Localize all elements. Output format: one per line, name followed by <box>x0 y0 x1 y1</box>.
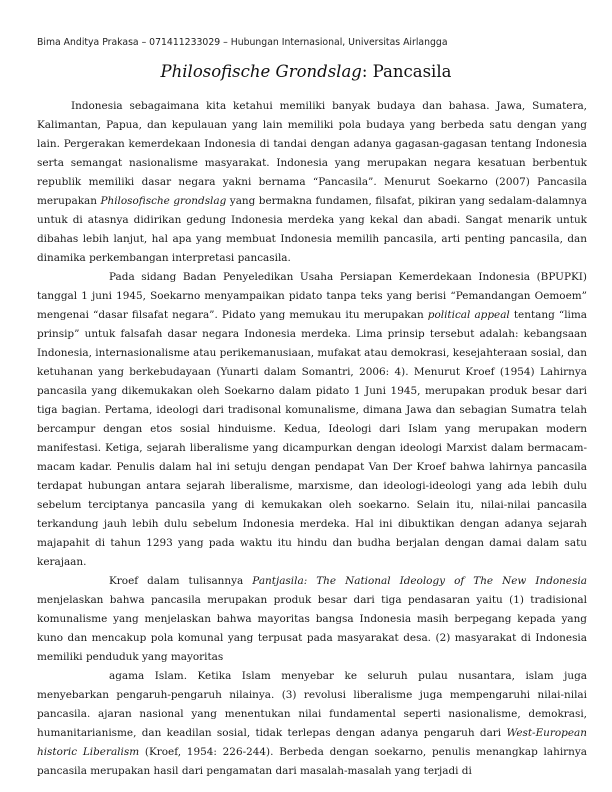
document-title <box>0 62 612 81</box>
italic-term: Philosofische grondslag <box>100 195 227 207</box>
paragraph-text: menjelaskan bahwa pancasila merupakan produk besar dari tiga pendasaran yaitu (1) tradisional komunalisme yang menjelaskan bahwa mayoritas bangsa Indonesia masih berpegang kepada yang kuno dan mencakup pola komunal yang terpusat pada masyarakat desa. (2) masyarakat di Indonesia memiliki penduduk yang mayoritas <box>37 594 587 663</box>
paragraph-text: tentang “lima prinsip” untuk falsafah dasar negara Indonesia merdeka. Lima prinsip tersebut adalah: kebangsaan Indonesia, internasionalisme atau perikemanusiaan, mufakat atau demokrasi, kesejahteraan sosial, dan ketuhanan yang berkebudayaan (Yunarti dalam Somantri, 2006: 4). Menurut Kroef (1954) Lahirnya pancasila yang dikemukakan oleh Soekarno dalam pidato 1 Juni 1945, merupakan produk besar dari tiga bagian. Pertama, ideologi dari tradisonal komunalisme, dimana Jawa dan sebagian Sumatra telah bercampur dengan etos sosial hinduisme. Kedua, Ideologi dari Islam yang merupakan modern manifestasi. Ketiga, sejarah liberalisme yang dicampurkan dengan ideologi Marxist dalam bermacam-macam kadar. Penulis dalam hal ini setuju dengan pendapat Van Der Kroef bahwa lahirnya pancasila terdapat hubungan antara sejarah liberalisme, marxisme, dan ideologi-ideologi yang ada lebih dulu sebelum terciptanya pancasila yang di kemukakan oleh soekarno. Selain itu, nilai-nilai pancasila terkandung jauh lebih dulu sebelum Indonesia merdeka. Hal ini dibuktikan dengan adanya sejarah majapahit di tahun 1293 yang pada waktu itu hindu dan budha berjalan dengan damai dalam satu kerajaan. <box>37 309 587 568</box>
paragraph-bpupki <box>37 268 587 572</box>
paragraph-text: Pada sidang Badan Penyeledikan Usaha Persiapan Kemerdekaan Indonesia (BPUPKI) tanggal 1 juni 1945, Soekarno menyampaikan pidato tanpa teks yang berisi “Pemandangan Oemoem” mengenai “dasar filsafat negara”. Pidato yang memukau itu merupakan <box>37 271 587 321</box>
paragraph-intro <box>37 97 587 268</box>
title-italic: Philosofische Grondslag <box>160 62 362 81</box>
italic-term: political appeal <box>427 309 510 321</box>
paragraph-text: (Kroef, 1954: 226-244). Berbeda dengan soekarno, penulis menangkap lahirnya pancasila merupakan hasil dari pengamatan dari masalah-masalah yang terjadi di <box>37 746 587 777</box>
italic-title: Pantjasila: The National Ideology of The New Indonesia <box>252 575 588 587</box>
document-body <box>37 97 587 781</box>
paragraph-text: Indonesia sebagaimana kita ketahui memiliki banyak budaya dan bahasa. Jawa, Sumatera, Kalimantan, Papua, dan kepulauan yang lain memiliki pola budaya yang berbeda satu dengan yang lain. Pergerakan kemerdekaan Indonesia di tandai dengan adanya gagasan-gagasan tentang Indonesia serta semangat nasionalisme masyarakat. Indonesia yang merupakan negara kesatuan berbentuk republik memiliki dasar negara yakni bernama “Pancasila”. Menurut Soekarno (2007) Pancasila merupakan <box>37 100 587 207</box>
italic-term: West-European historic Liberalism <box>37 727 587 758</box>
paragraph-text: yang bermakna fundamen, filsafat, pikiran yang sedalam-dalamnya untuk di atasnya didirikan gedung Indonesia merdeka yang kekal dan abadi. Sangat menarik untuk dibahas lebih lanjut, hal apa yang membuat Indonesia memilih pancasila, arti penting pancasila, dan dinamika perkembangan interpretasi pancasila. <box>37 195 588 264</box>
title-colon: : <box>361 62 373 81</box>
page-header: Bima Anditya Prakasa – 071411233029 – Hubungan Internasional, Universitas Airlangga <box>37 37 448 48</box>
title-plain: Pancasila <box>372 62 452 81</box>
paragraph-text: Kroef dalam tulisannya <box>109 575 253 587</box>
paragraph-kroef <box>37 572 587 667</box>
paragraph-islam <box>37 667 587 781</box>
paragraph-text: agama Islam. Ketika Islam menyebar ke seluruh pulau nusantara, islam juga menyebarkan pengaruh-pengaruh nilainya. (3) revolusi liberalisme juga mempengaruhi nilai-nilai pancasila. ajaran nasional yang menentukan nilai fundamental seperti nasionalisme, demokrasi, humanitarianisme, dan keadilan sosial, tidak terlepas dengan adanya pengaruh dari <box>37 670 587 739</box>
